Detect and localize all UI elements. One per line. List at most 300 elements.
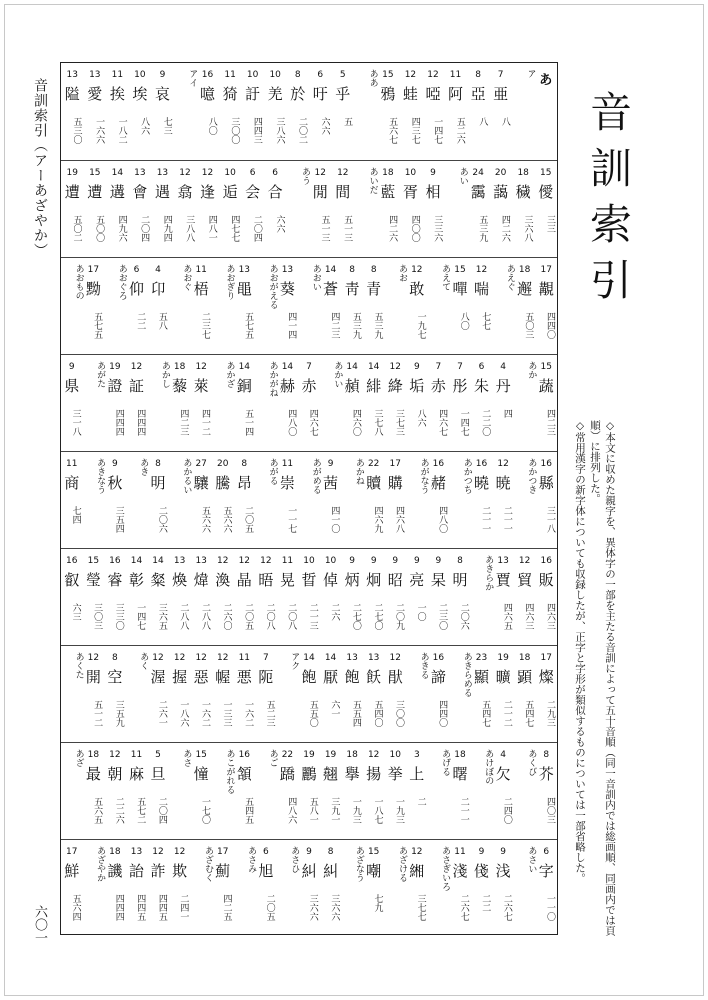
stroke-count: 18 <box>518 653 531 663</box>
kanji-character: 明 <box>150 474 166 492</box>
kanji-character: 悪 <box>236 668 252 686</box>
kanji-character: 吁 <box>312 85 328 103</box>
index-entry <box>190 840 212 936</box>
index-entry <box>406 840 428 936</box>
stroke-count: 10 <box>324 556 337 566</box>
kanji-character: 贖 <box>366 474 382 492</box>
kanji-character: 挙 <box>387 765 403 783</box>
kanji-character: 藜 <box>172 377 188 395</box>
index-entry <box>320 258 342 354</box>
kanji-character: 燦 <box>538 668 554 686</box>
stroke-count: 13 <box>173 556 186 566</box>
stroke-count: 18 <box>109 847 121 857</box>
page-reference: 四一四 <box>286 312 297 339</box>
index-entry <box>363 355 385 451</box>
kanji-character: 阿 <box>448 85 464 103</box>
index-entry <box>320 646 342 742</box>
index-entry <box>147 258 169 354</box>
kanji-character: 騰 <box>215 474 231 492</box>
index-entry <box>298 258 320 354</box>
index-entry <box>61 840 83 936</box>
index-entry <box>219 161 242 257</box>
page-reference: 四二三 <box>329 312 340 339</box>
reading-heading: あご <box>267 749 278 767</box>
page-reference: 四四五 <box>156 894 167 921</box>
index-entry <box>341 258 363 354</box>
index-entry <box>212 355 234 451</box>
page-reference: 五六六 <box>199 506 210 533</box>
index-entry <box>428 646 450 742</box>
kanji-character: 遇 <box>154 183 170 201</box>
page-reference: 三九一 <box>329 797 340 824</box>
page-reference: 二一三 <box>307 603 318 630</box>
page-reference: 七三 <box>161 117 172 135</box>
page-reference: 八 <box>477 117 488 126</box>
index-entry <box>106 161 129 257</box>
page-reference: 五四〇 <box>372 700 383 727</box>
index-entry <box>212 258 234 354</box>
page-reference: 四六七 <box>307 409 318 436</box>
index-entry <box>341 743 363 839</box>
index-entry <box>196 161 219 257</box>
stroke-count: 12 <box>201 168 214 178</box>
page-reference: 四一〇 <box>329 506 340 533</box>
index-entry <box>406 258 428 354</box>
index-entry <box>363 840 385 936</box>
reading-heading: あざなう <box>353 846 364 882</box>
index-entry <box>147 743 169 839</box>
stroke-count: 11 <box>224 70 236 80</box>
reading-heading: ア <box>525 69 536 78</box>
index-entry <box>535 258 557 354</box>
page-reference: 一八二 <box>116 117 127 144</box>
page-reference: 二四〇 <box>501 797 512 824</box>
stroke-count: 15 <box>195 750 207 760</box>
page-reference: 四一二 <box>199 409 210 436</box>
stroke-count: 16 <box>540 556 552 566</box>
page-number: 六〇一 <box>32 905 47 944</box>
stroke-count: 12 <box>389 653 401 663</box>
page-reference: 二〇五 <box>243 506 254 533</box>
kanji-character: 暁 <box>495 474 511 492</box>
index-entry <box>277 258 299 354</box>
reading-heading: あくび <box>526 749 537 776</box>
reading-heading: あさ <box>181 749 192 767</box>
kanji-character: 煥 <box>172 571 188 589</box>
page-reference: 二六一 <box>156 700 167 727</box>
kanji-character: 猒 <box>387 668 403 686</box>
page-reference: 八 <box>499 117 510 126</box>
index-entry <box>255 646 277 742</box>
stroke-count: 9 <box>392 556 399 566</box>
kanji-character: 浅 <box>495 862 511 880</box>
page-reference: 三五四 <box>113 506 124 533</box>
index-entry <box>298 355 320 451</box>
stroke-count: 13 <box>497 556 509 566</box>
kanji-character: 萊 <box>193 377 209 395</box>
index-entry <box>384 452 406 548</box>
stroke-count: 18 <box>173 362 186 372</box>
page-reference: 五五四 <box>350 700 361 727</box>
page-reference: 八〇 <box>206 117 217 135</box>
reading-heading: あがた <box>95 361 106 388</box>
stroke-count: 13 <box>195 556 207 566</box>
index-entry <box>471 355 493 451</box>
page-reference: 二〇八 <box>264 603 275 630</box>
index-entry <box>286 161 309 257</box>
reading-heading: あさぎいろ <box>440 846 451 891</box>
page-reference: 五四七 <box>523 700 534 727</box>
stroke-count: 19 <box>303 750 315 760</box>
index-entry <box>492 549 514 645</box>
index-entry <box>104 549 126 645</box>
kanji-character: 丹 <box>495 377 511 395</box>
stroke-count: 5 <box>155 750 161 760</box>
stroke-count: 9 <box>413 362 420 372</box>
reading-heading: あおがえる <box>267 264 278 309</box>
page-reference: 五六四 <box>70 894 81 921</box>
stroke-count: 12 <box>314 168 326 178</box>
reading-heading: あい <box>457 167 468 185</box>
index-entry <box>449 743 471 839</box>
page-reference: 四七七 <box>229 215 240 242</box>
reading-heading: あがなう <box>418 458 429 494</box>
reading-heading: あか <box>526 361 537 379</box>
page-reference: 二八八 <box>199 603 210 630</box>
stroke-count: 5 <box>339 70 346 80</box>
index-entry <box>535 646 557 742</box>
kanji-character: 崇 <box>279 474 295 492</box>
page-reference: 二二六 <box>113 797 124 824</box>
index-entry <box>309 161 332 257</box>
stroke-count: 12 <box>337 168 349 178</box>
kanji-character: 顯 <box>474 668 490 686</box>
page-reference: 四九六 <box>116 215 127 242</box>
index-entry <box>363 743 385 839</box>
index-entry <box>264 161 287 257</box>
stroke-count: 4 <box>500 362 506 372</box>
page-reference: 五五〇 <box>307 700 318 727</box>
kanji-character: 遭 <box>64 183 80 201</box>
page-reference: 五〇〇 <box>94 215 105 242</box>
kanji-character: 彰 <box>128 571 144 589</box>
stroke-count: 14 <box>130 556 143 566</box>
kanji-character: 亜 <box>493 85 509 103</box>
page-reference: 二二〇 <box>480 409 491 436</box>
kanji-character: 鮮 <box>64 862 80 880</box>
reading-heading: あおい <box>310 264 321 291</box>
kanji-character: 乎 <box>335 85 351 103</box>
index-entry <box>212 743 234 839</box>
stroke-count: 12 <box>411 265 423 275</box>
page-reference: 一四七 <box>135 603 146 630</box>
page-reference: 七九 <box>372 894 383 912</box>
index-entry <box>83 646 105 742</box>
index-entry <box>61 646 83 742</box>
kanji-character: 朱 <box>474 377 490 395</box>
stroke-count: 20 <box>494 168 507 178</box>
stroke-count: 11 <box>454 847 466 857</box>
page-reference: 四二六 <box>387 215 398 242</box>
kanji-character: 淺 <box>452 862 468 880</box>
index-entry <box>406 452 428 548</box>
stroke-count: 9 <box>349 556 355 566</box>
stroke-count: 17 <box>389 459 401 469</box>
page-reference: 三六五 <box>156 603 167 630</box>
stroke-count: 8 <box>327 847 334 857</box>
index-entry <box>147 452 169 548</box>
reading-heading: あさみ <box>246 846 257 873</box>
reading-heading: あいだ <box>367 167 378 194</box>
index-entry <box>514 355 536 451</box>
kanji-character: 胥 <box>402 183 418 201</box>
kanji-character: 相 <box>425 183 441 201</box>
stroke-count: 13 <box>130 847 143 857</box>
kanji-character: 赤 <box>430 377 446 395</box>
index-entry <box>471 743 493 839</box>
stroke-count: 8 <box>241 459 248 469</box>
kanji-character: 隘 <box>64 85 80 103</box>
reading-heading: あかつき <box>526 458 537 494</box>
index-entry <box>104 840 126 936</box>
stroke-count: 8 <box>155 459 161 469</box>
index-entry <box>320 452 342 548</box>
stroke-count: 16 <box>238 750 251 760</box>
index-entry <box>514 743 536 839</box>
stroke-count: 11 <box>111 70 124 80</box>
page-reference: 五七五 <box>92 312 103 339</box>
kanji-character: 粲 <box>150 571 166 589</box>
page-reference: 三三六 <box>432 215 443 242</box>
kanji-character: 幄 <box>215 668 231 686</box>
stroke-count: 13 <box>66 70 78 80</box>
index-entry <box>406 743 428 839</box>
kanji-character: 最 <box>85 765 101 783</box>
page-reference: 五二三 <box>264 700 275 727</box>
index-entry <box>428 743 450 839</box>
index-entry <box>61 743 83 839</box>
reading-heading: あかつち <box>461 458 472 494</box>
page-reference: 五三九 <box>477 215 488 242</box>
kanji-character: 瑩 <box>85 571 101 589</box>
kanji-character: 詐 <box>150 862 166 880</box>
reading-heading: あざむく <box>202 846 213 882</box>
page-reference: 四六八 <box>394 506 405 533</box>
index-entry <box>277 452 299 548</box>
page-reference: 二一一 <box>458 797 469 824</box>
index-entry <box>298 840 320 936</box>
kanji-character: 朝 <box>107 765 123 783</box>
page-reference: 四八一 <box>206 215 217 242</box>
kanji-character: 絳 <box>387 377 403 395</box>
index-entry <box>514 646 536 742</box>
page-reference: 二二 <box>480 894 491 912</box>
kanji-character: 渙 <box>215 571 231 589</box>
kanji-character: 驤 <box>193 474 209 492</box>
kanji-character: 昂 <box>236 474 252 492</box>
index-entry <box>104 258 126 354</box>
page-reference: 四八六 <box>286 797 297 824</box>
stroke-count: 15 <box>454 265 466 275</box>
index-entry <box>422 161 445 257</box>
stroke-count: 15 <box>87 556 100 566</box>
index-entry <box>169 355 191 451</box>
index-entry <box>384 355 406 451</box>
index-entry <box>471 840 493 936</box>
kanji-character: 阨 <box>258 668 274 686</box>
stroke-count: 16 <box>475 459 488 469</box>
kanji-character: 緗 <box>409 862 425 880</box>
index-entry <box>449 646 471 742</box>
page-reference: 四二五 <box>221 894 232 921</box>
index-entry <box>535 452 557 548</box>
stroke-count: 12 <box>109 750 121 760</box>
page-reference: 七四 <box>70 506 81 524</box>
index-entry <box>169 258 191 354</box>
index-entry <box>363 452 385 548</box>
stroke-count: 12 <box>238 556 251 566</box>
kanji-character: 縣 <box>538 474 554 492</box>
reading-heading: あげる <box>440 749 451 776</box>
page-reference: 五三九 <box>350 312 361 339</box>
index-entry <box>212 549 234 645</box>
page-reference: 二一一 <box>501 506 512 533</box>
index-entry <box>384 840 406 936</box>
page-reference: 五四五 <box>243 797 254 824</box>
kanji-character: 靑 <box>344 280 360 298</box>
index-entry <box>190 258 212 354</box>
page-reference: 二〇四 <box>251 215 262 242</box>
stroke-count: 12 <box>195 362 207 372</box>
kanji-character: 銅 <box>236 377 252 395</box>
page-reference: 七七 <box>480 312 491 330</box>
stroke-count: 4 <box>500 750 506 760</box>
stroke-count: 22 <box>281 750 294 760</box>
index-entry <box>489 161 512 257</box>
stroke-count: 13 <box>367 653 380 663</box>
index-entry <box>399 161 422 257</box>
kanji-character: 仰 <box>128 280 144 298</box>
gojuon-heading: あ <box>539 73 553 88</box>
reading-heading: あおもの <box>73 264 84 300</box>
page-reference: 三七八 <box>372 409 383 436</box>
stroke-count: 14 <box>324 653 337 663</box>
stroke-count: 19 <box>324 750 337 760</box>
kanji-character: 渥 <box>150 668 166 686</box>
page-reference: 五一三 <box>319 215 330 242</box>
page-reference: 二一一 <box>480 506 491 533</box>
page-reference: 三三 <box>544 215 555 233</box>
reading-heading: あお <box>397 264 408 282</box>
reading-heading: ああ <box>367 69 378 87</box>
stroke-count: 12 <box>475 265 488 275</box>
stroke-count: 12 <box>87 653 100 663</box>
stroke-count: 8 <box>349 265 355 275</box>
kanji-character: 欠 <box>495 765 511 783</box>
kanji-character: 穢 <box>515 183 531 201</box>
stroke-count: 6 <box>133 265 140 275</box>
stroke-count: 10 <box>134 70 146 80</box>
page-reference: 四 <box>501 409 512 418</box>
index-entry <box>492 646 514 742</box>
stroke-count: 14 <box>281 362 294 372</box>
kanji-character: 蹻 <box>279 765 295 783</box>
index-entry <box>83 549 105 645</box>
index-entry <box>126 646 148 742</box>
kanji-character: 覯 <box>538 280 554 298</box>
index-entry <box>190 452 212 548</box>
index-entry <box>286 63 309 160</box>
index-entry <box>492 743 514 839</box>
index-entry <box>83 355 105 451</box>
index-entry <box>384 549 406 645</box>
stroke-count: 10 <box>303 556 315 566</box>
index-entry <box>255 258 277 354</box>
kanji-character: 垢 <box>409 377 425 395</box>
stroke-count: 16 <box>540 459 552 469</box>
kanji-character: 揚 <box>366 765 382 783</box>
stroke-count: 12 <box>179 168 191 178</box>
index-entry <box>377 161 400 257</box>
stroke-count: 6 <box>249 168 256 178</box>
reading-heading: あかい <box>332 361 343 388</box>
stroke-count: 9 <box>478 847 485 857</box>
stroke-count: 12 <box>217 556 229 566</box>
stroke-count: 19 <box>497 653 509 663</box>
kanji-character: 喘 <box>474 280 490 298</box>
index-entry <box>255 452 277 548</box>
stroke-count: 10 <box>246 70 259 80</box>
reading-heading: あざやか <box>95 846 106 882</box>
index-entry <box>535 355 557 451</box>
page-reference: 一七〇 <box>199 797 210 824</box>
kanji-character: 藍 <box>380 183 396 201</box>
kanji-character: 蛙 <box>402 85 418 103</box>
reading-heading: あこがれる <box>224 749 235 794</box>
stroke-count: 22 <box>367 459 380 469</box>
page-reference: 五〇三 <box>523 312 534 339</box>
index-entry <box>277 355 299 451</box>
page-reference: 三〇三 <box>92 603 103 630</box>
page-reference: 二〇九 <box>394 603 405 630</box>
stroke-count: 16 <box>109 556 121 566</box>
kanji-character: 開 <box>85 668 101 686</box>
kanji-character: 飽 <box>301 668 317 686</box>
page-reference: 四九四 <box>161 215 172 242</box>
stroke-count: 11 <box>281 556 294 566</box>
index-entry <box>241 161 264 257</box>
index-entry <box>449 452 471 548</box>
kanji-character: 諦 <box>430 668 446 686</box>
stroke-count: 13 <box>238 265 251 275</box>
notes <box>572 420 617 940</box>
page-reference: 四六〇 <box>350 409 361 436</box>
stroke-count: 14 <box>324 265 337 275</box>
stroke-count: 14 <box>238 362 251 372</box>
reading-heading: あく <box>138 652 149 670</box>
kanji-character: 猗 <box>222 85 238 103</box>
stroke-count: 13 <box>134 168 146 178</box>
index-entry <box>298 452 320 548</box>
page-reference: 四〇三 <box>544 797 555 824</box>
kanji-character: 蔬 <box>538 377 554 395</box>
note-1: ◇本文に収めた親字を、異体字の一部を主たる音訓によって五十音順（同一音訓内では総画順、同画内では頁順）に排列した。 <box>589 420 616 936</box>
kanji-character: 於 <box>290 85 306 103</box>
index-entry <box>277 840 299 936</box>
index-entry <box>147 646 169 742</box>
stroke-count: 15 <box>367 847 380 857</box>
kanji-character: 賈 <box>495 571 511 589</box>
